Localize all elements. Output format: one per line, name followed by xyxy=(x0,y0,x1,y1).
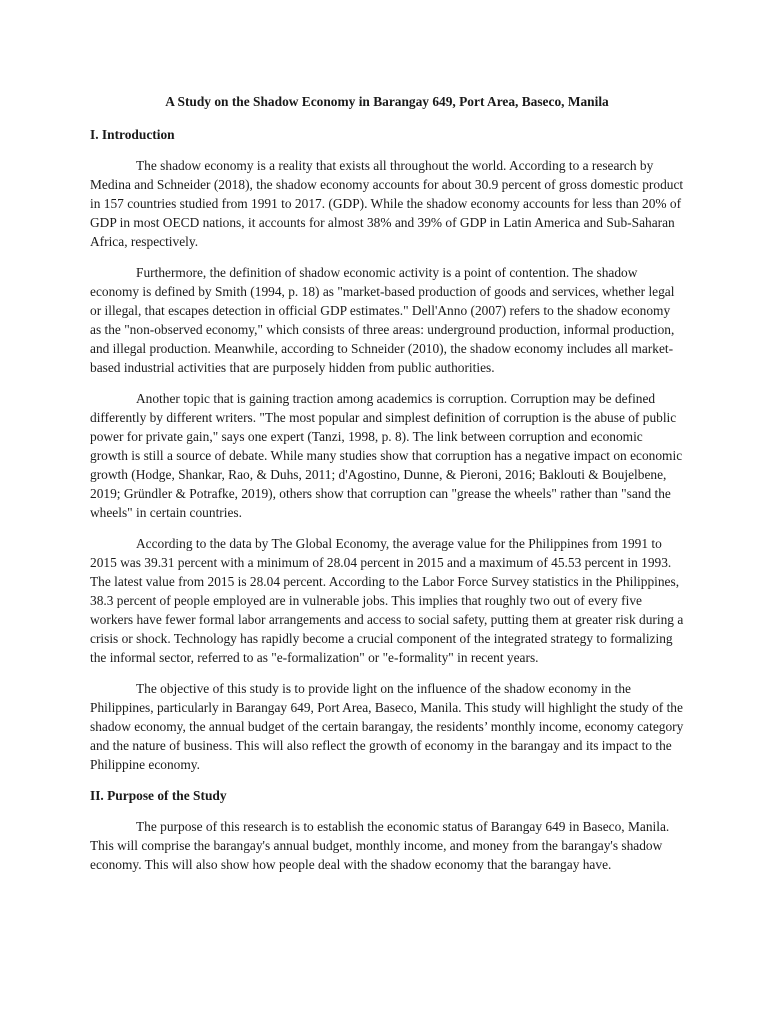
paragraph: Furthermore, the definition of shadow economic activity is a point of contention. The shadow economy is defined by Smith (1994, p. 18) as "market-based production of goods and services, whether legal or illegal, that escapes detection in official GDP estimates." Dell'Anno (2007) refers to the shadow economy as the "non-observed economy," which consists of three areas: underground production, informal production, and illegal production. Meanwhile, according to Schneider (2010), the shadow economy includes all market-based industrial activities that are purposely hidden from public authorities. xyxy=(90,265,675,375)
section-heading-purpose: II. Purpose of the Study xyxy=(90,788,227,803)
section-heading-introduction: I. Introduction xyxy=(90,127,175,142)
paragraph: According to the data by The Global Economy, the average value for the Philippines from 1991 to 2015 was 39.31 percent with a minimum of 28.04 percent in 2015 and a maximum of 45.53 percent in 1993. The latest value from 2015 is 28.04 percent. According to the Labor Force Survey statistics in the Philippines, 38.3 percent of people employed are in vulnerable jobs. This implies that roughly two out of every five workers have fewer formal labor arrangements and access to social safety, putting them at greater risk during a crisis or shock. Technology has rapidly become a crucial component of the integrated strategy to formalizing the informal sector, referred to as "e-formalization" or "e-formality" in recent years. xyxy=(90,536,684,665)
paragraph: Another topic that is gaining traction among academics is corruption. Corruption may be defined differently by different writers. "The most popular and simplest definition of corruption is the abuse of public power for private gain," says one expert (Tanzi, 1998, p. 8). The link between corruption and economic growth is still a source of debate. While many studies show that corruption has a negative impact on economic growth (Hodge, Shankar, Rao, & Duhs, 2011; d'Agostino, Dunne, & Pieroni, 2016; Baklouti & Boujelbene, 2019; Gründler & Potrafke, 2019), others show that corruption can "grease the wheels" rather than "sand the wheels" in certain countries. xyxy=(90,391,683,520)
paragraph: The purpose of this research is to establish the economic status of Barangay 649 in Baseco, Manila. This will comprise the barangay's annual budget, monthly income, and money from the barangay's shadow economy. This will also show how people deal with the shadow economy that the barangay have. xyxy=(90,819,670,872)
document-title: A Study on the Shadow Economy in Barangay 649, Port Area, Baseco, Manila xyxy=(165,94,609,109)
document-body xyxy=(90,92,684,886)
paragraph: The shadow economy is a reality that exists all throughout the world. According to a research by Medina and Schneider (2018), the shadow economy accounts for about 30.9 percent of gross domestic product in 157 countries studied from 1991 to 2017. (GDP). While the shadow economy accounts for less than 20% of GDP in most OECD nations, it accounts for almost 38% and 39% of GDP in Latin America and Sub-Saharan Africa, respectively. xyxy=(90,158,684,249)
paragraph: The objective of this study is to provide light on the influence of the shadow economy in the Philippines, particularly in Barangay 649, Port Area, Baseco, Manila. This study will highlight the study of the shadow economy, the annual budget of the certain barangay, the residents’ monthly income, economy category and the nature of business. This will also reflect the growth of economy in the barangay and its impact to the Philippine economy. xyxy=(90,681,684,772)
